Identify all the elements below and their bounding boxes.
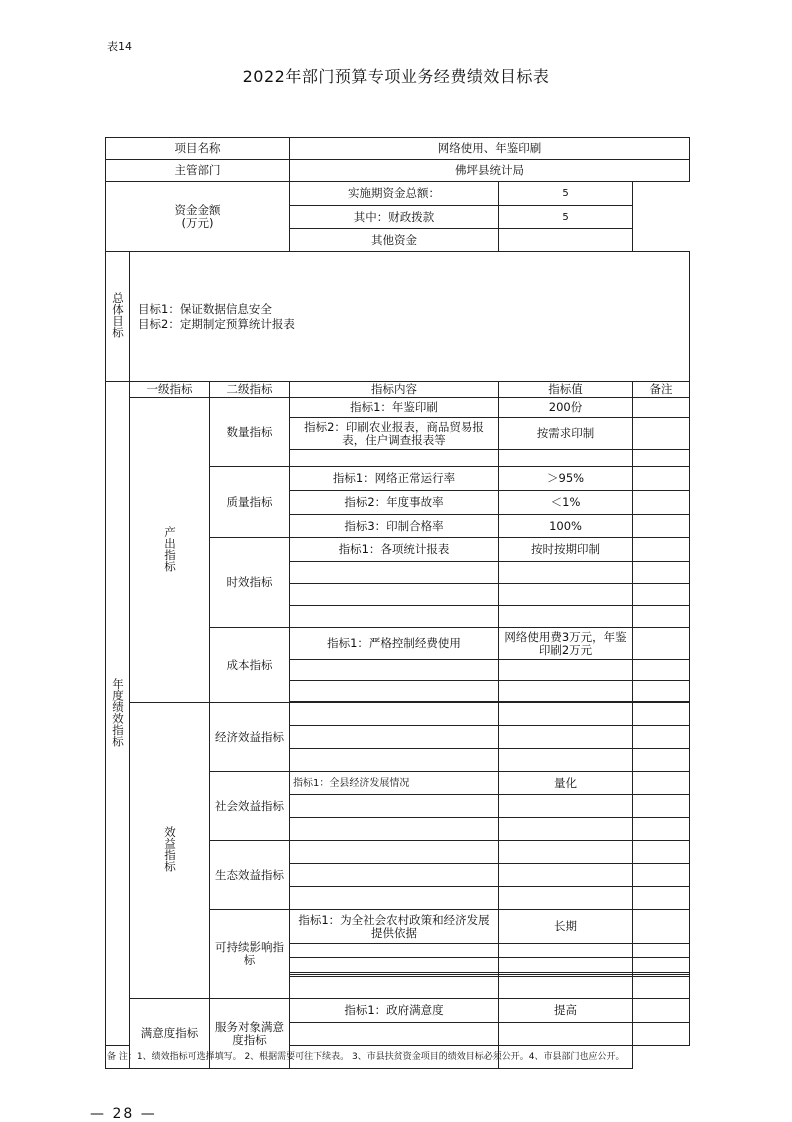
project-name-value: 网络使用、年鉴印刷	[290, 138, 690, 160]
annual-indicator-label: 年度绩效指标	[106, 382, 130, 1046]
performance-target-table	[105, 137, 690, 1069]
indicator-value: 量化	[499, 772, 633, 795]
sustainable-impact-label: 可持续影响指标	[210, 910, 290, 999]
funds-other-label: 其他资金	[290, 229, 499, 252]
funds-other-value	[499, 229, 633, 252]
indicator-value: 网络使用费3万元，年鉴 印刷2万元	[499, 628, 633, 660]
header-level1: 一级指标	[130, 382, 210, 398]
goal-1: 目标1：保证数据信息安全	[138, 301, 272, 316]
funds-fiscal-value: 5	[499, 206, 633, 229]
document-title: 2022年部门预算专项业务经费绩效目标表	[242, 67, 550, 86]
ecological-benefit-label: 生态效益指标	[210, 841, 290, 910]
timeliness-indicator-label: 时效指标	[210, 538, 290, 628]
indicator-value: ＜1%	[499, 491, 633, 515]
indicator-content: 指标3：印制合格率	[290, 515, 499, 538]
indicator-content: 指标2：印刷农业报表，商品贸易报表，住户调查报表等	[290, 418, 499, 450]
indicator-content: 指标1：网络正常运行率	[290, 467, 499, 491]
economic-benefit-label: 经济效益指标	[210, 703, 290, 772]
goal-2: 目标2：定期制定预算统计报表	[138, 316, 295, 331]
benefit-indicator-label: 效益指标	[130, 703, 210, 999]
indicator-value: ＞95%	[499, 467, 633, 491]
indicator-value: 长期	[499, 910, 633, 944]
indicator-content: 指标1：严格控制经费使用	[290, 628, 499, 660]
cost-indicator-label: 成本指标	[210, 628, 290, 703]
header-level2: 二级指标	[210, 382, 290, 398]
table-number: 表14	[107, 40, 132, 53]
indicator-value: 按时按期印制	[499, 538, 633, 562]
funds-label: 资金金额 (万元)	[106, 182, 290, 252]
social-benefit-label: 社会效益指标	[210, 772, 290, 841]
indicator-value: 200份	[499, 398, 633, 418]
indicator-content: 指标1：各项统计报表	[290, 538, 499, 562]
department-value: 佛坪县统计局	[290, 160, 690, 182]
department-label: 主管部门	[106, 160, 290, 182]
funds-total-value: 5	[499, 182, 633, 206]
header-value: 指标值	[499, 382, 633, 398]
indicator-content: 指标1：为全社会农村政策和经济发展提供依据	[290, 910, 499, 944]
indicator-value: 按需求印制	[499, 418, 633, 450]
indicator-content: 指标2：年度事故率	[290, 491, 499, 515]
output-indicator-label: 产出指标	[130, 398, 210, 703]
indicator-value: 提高	[499, 999, 633, 1023]
indicator-value: 100%	[499, 515, 633, 538]
funds-fiscal-label: 其中：财政拨款	[290, 206, 499, 229]
service-satisfaction-label: 服务对象满意度指标	[210, 999, 290, 1069]
indicator-content: 指标1：政府满意度	[290, 999, 499, 1023]
overall-goals	[130, 252, 690, 382]
footnote: 备 注：1、绩效指标可选择填写。 2、根据需要可往下续表。 3、市县扶贫资金项目的绩效目标必须公开。4、市县部门也应公开。	[107, 1052, 625, 1062]
quality-indicator-label: 质量指标	[210, 467, 290, 538]
indicator-content: 指标1：年鉴印刷	[290, 398, 499, 418]
overall-goal-label: 总体目标	[106, 252, 130, 382]
header-content: 指标内容	[290, 382, 499, 398]
satisfaction-indicator-label: 满意度指标	[130, 999, 210, 1069]
header-remark: 备注	[633, 382, 690, 398]
funds-total-label: 实施期资金总额：	[290, 182, 499, 206]
project-name-label: 项目名称	[106, 138, 290, 160]
indicator-content: 指标1：全县经济发展情况	[290, 772, 499, 795]
quantity-indicator-label: 数量指标	[210, 398, 290, 467]
page-number: — 28 —	[90, 1106, 157, 1122]
